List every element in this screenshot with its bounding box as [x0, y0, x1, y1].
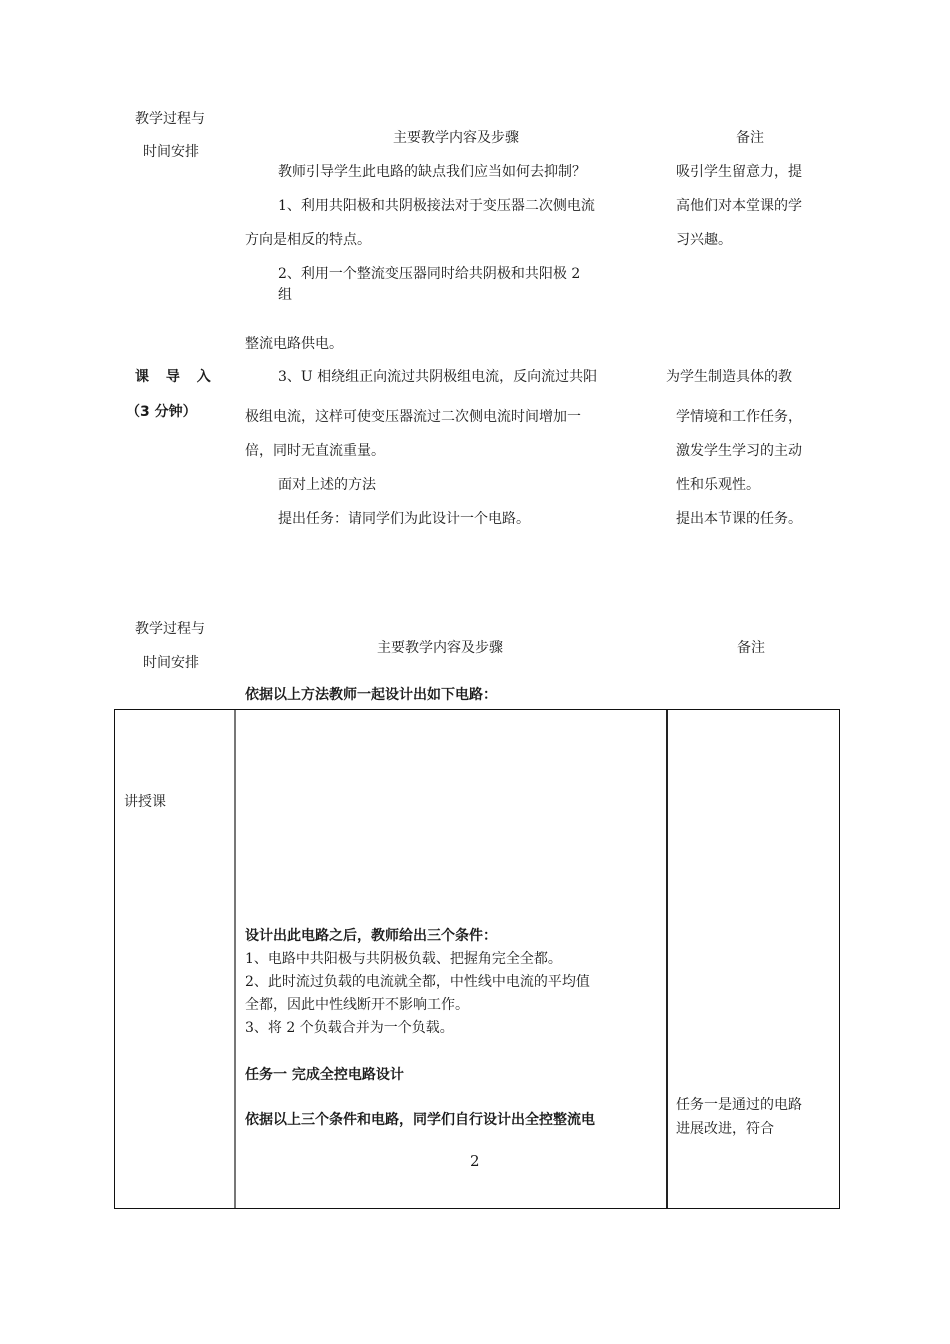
s1-content-line: 方向是相反的特点。 [245, 232, 371, 248]
s1-content-line: 教师引导学生此电路的缺点我们应当如何去抑制？ [278, 164, 586, 180]
s2-header-content: 主要教学内容及步骤 [377, 640, 503, 656]
s1-content-line: 提出任务：请同学们为此设计一个电路。 [278, 511, 530, 527]
s1-note-line: 为学生制造具体的教 [666, 369, 792, 385]
s1-header-content: 主要教学内容及步骤 [393, 130, 519, 146]
s1-header-notes: 备注 [736, 130, 764, 146]
s1-note-line: 习兴趣。 [676, 232, 732, 248]
s1-note-line: 激发学生学习的主动 [676, 443, 802, 459]
s2-condition: 3、将 2 个负载合并为一个负载。 [245, 1020, 454, 1036]
s1-content-line: 组 [278, 287, 292, 303]
s2-header-process-line2: 时间安排 [143, 655, 199, 671]
s2-header-notes: 备注 [737, 640, 765, 656]
table-col-divider-2 [666, 710, 668, 1208]
s1-header-process-line2: 时间安排 [143, 144, 199, 160]
s2-task-title: 任务一 完成全控电路设计 [245, 1067, 404, 1083]
s2-stage-label: 讲授课 [124, 794, 166, 810]
s2-header-process-line1: 教学过程与 [135, 621, 205, 637]
page-number: 2 [470, 1152, 480, 1170]
s1-content-line: 倍，同时无直流重量。 [245, 443, 385, 459]
s1-stage-label: 课 导 入 [135, 369, 217, 385]
s2-intro-line: 依据以上方法教师一起设计出如下电路： [245, 687, 497, 703]
s2-condition: 全都，因此中性线断开不影响工作。 [245, 997, 469, 1013]
s2-note-line: 任务一是通过的电路 [676, 1097, 802, 1113]
s1-note-line: 吸引学生留意力，提 [676, 164, 802, 180]
s1-content-line: 2、利用一个整流变压器同时给共阴极和共阳极 2 [278, 266, 581, 282]
s1-stage-time: （3 分钟） [126, 404, 197, 420]
s1-note-line: 学情境和工作任务， [676, 409, 802, 425]
s2-condition: 2、此时流过负载的电流就全都，中性线中电流的平均值 [245, 974, 590, 990]
s1-content-line: 3、U 相绕组正向流过共阴极组电流，反向流过共阳 [278, 369, 598, 385]
s1-note-line: 性和乐观性。 [676, 477, 760, 493]
s1-content-line: 整流电路供电。 [245, 336, 343, 352]
s2-note-line: 进展改进，符合 [676, 1121, 774, 1137]
table-col-divider-1 [234, 710, 236, 1208]
s1-header-process-line1: 教学过程与 [135, 111, 205, 127]
s1-content-line: 1、利用共阳极和共阴极接法对于变压器二次侧电流 [278, 198, 595, 214]
s1-note-line: 高他们对本堂课的学 [676, 198, 802, 214]
s2-task-desc: 依据以上三个条件和电路，同学们自行设计出全控整流电 [245, 1112, 595, 1128]
s1-note-line: 提出本节课的任务。 [676, 511, 802, 527]
s1-content-line: 面对上述的方法 [278, 477, 376, 493]
s2-conditions-title: 设计出此电路之后，教师给出三个条件： [245, 928, 497, 944]
s2-condition: 1、电路中共阳极与共阴极负载、把握角完全全都。 [245, 951, 562, 967]
s1-content-line: 极组电流，这样可使变压器流过二次侧电流时间增加一 [245, 409, 581, 425]
